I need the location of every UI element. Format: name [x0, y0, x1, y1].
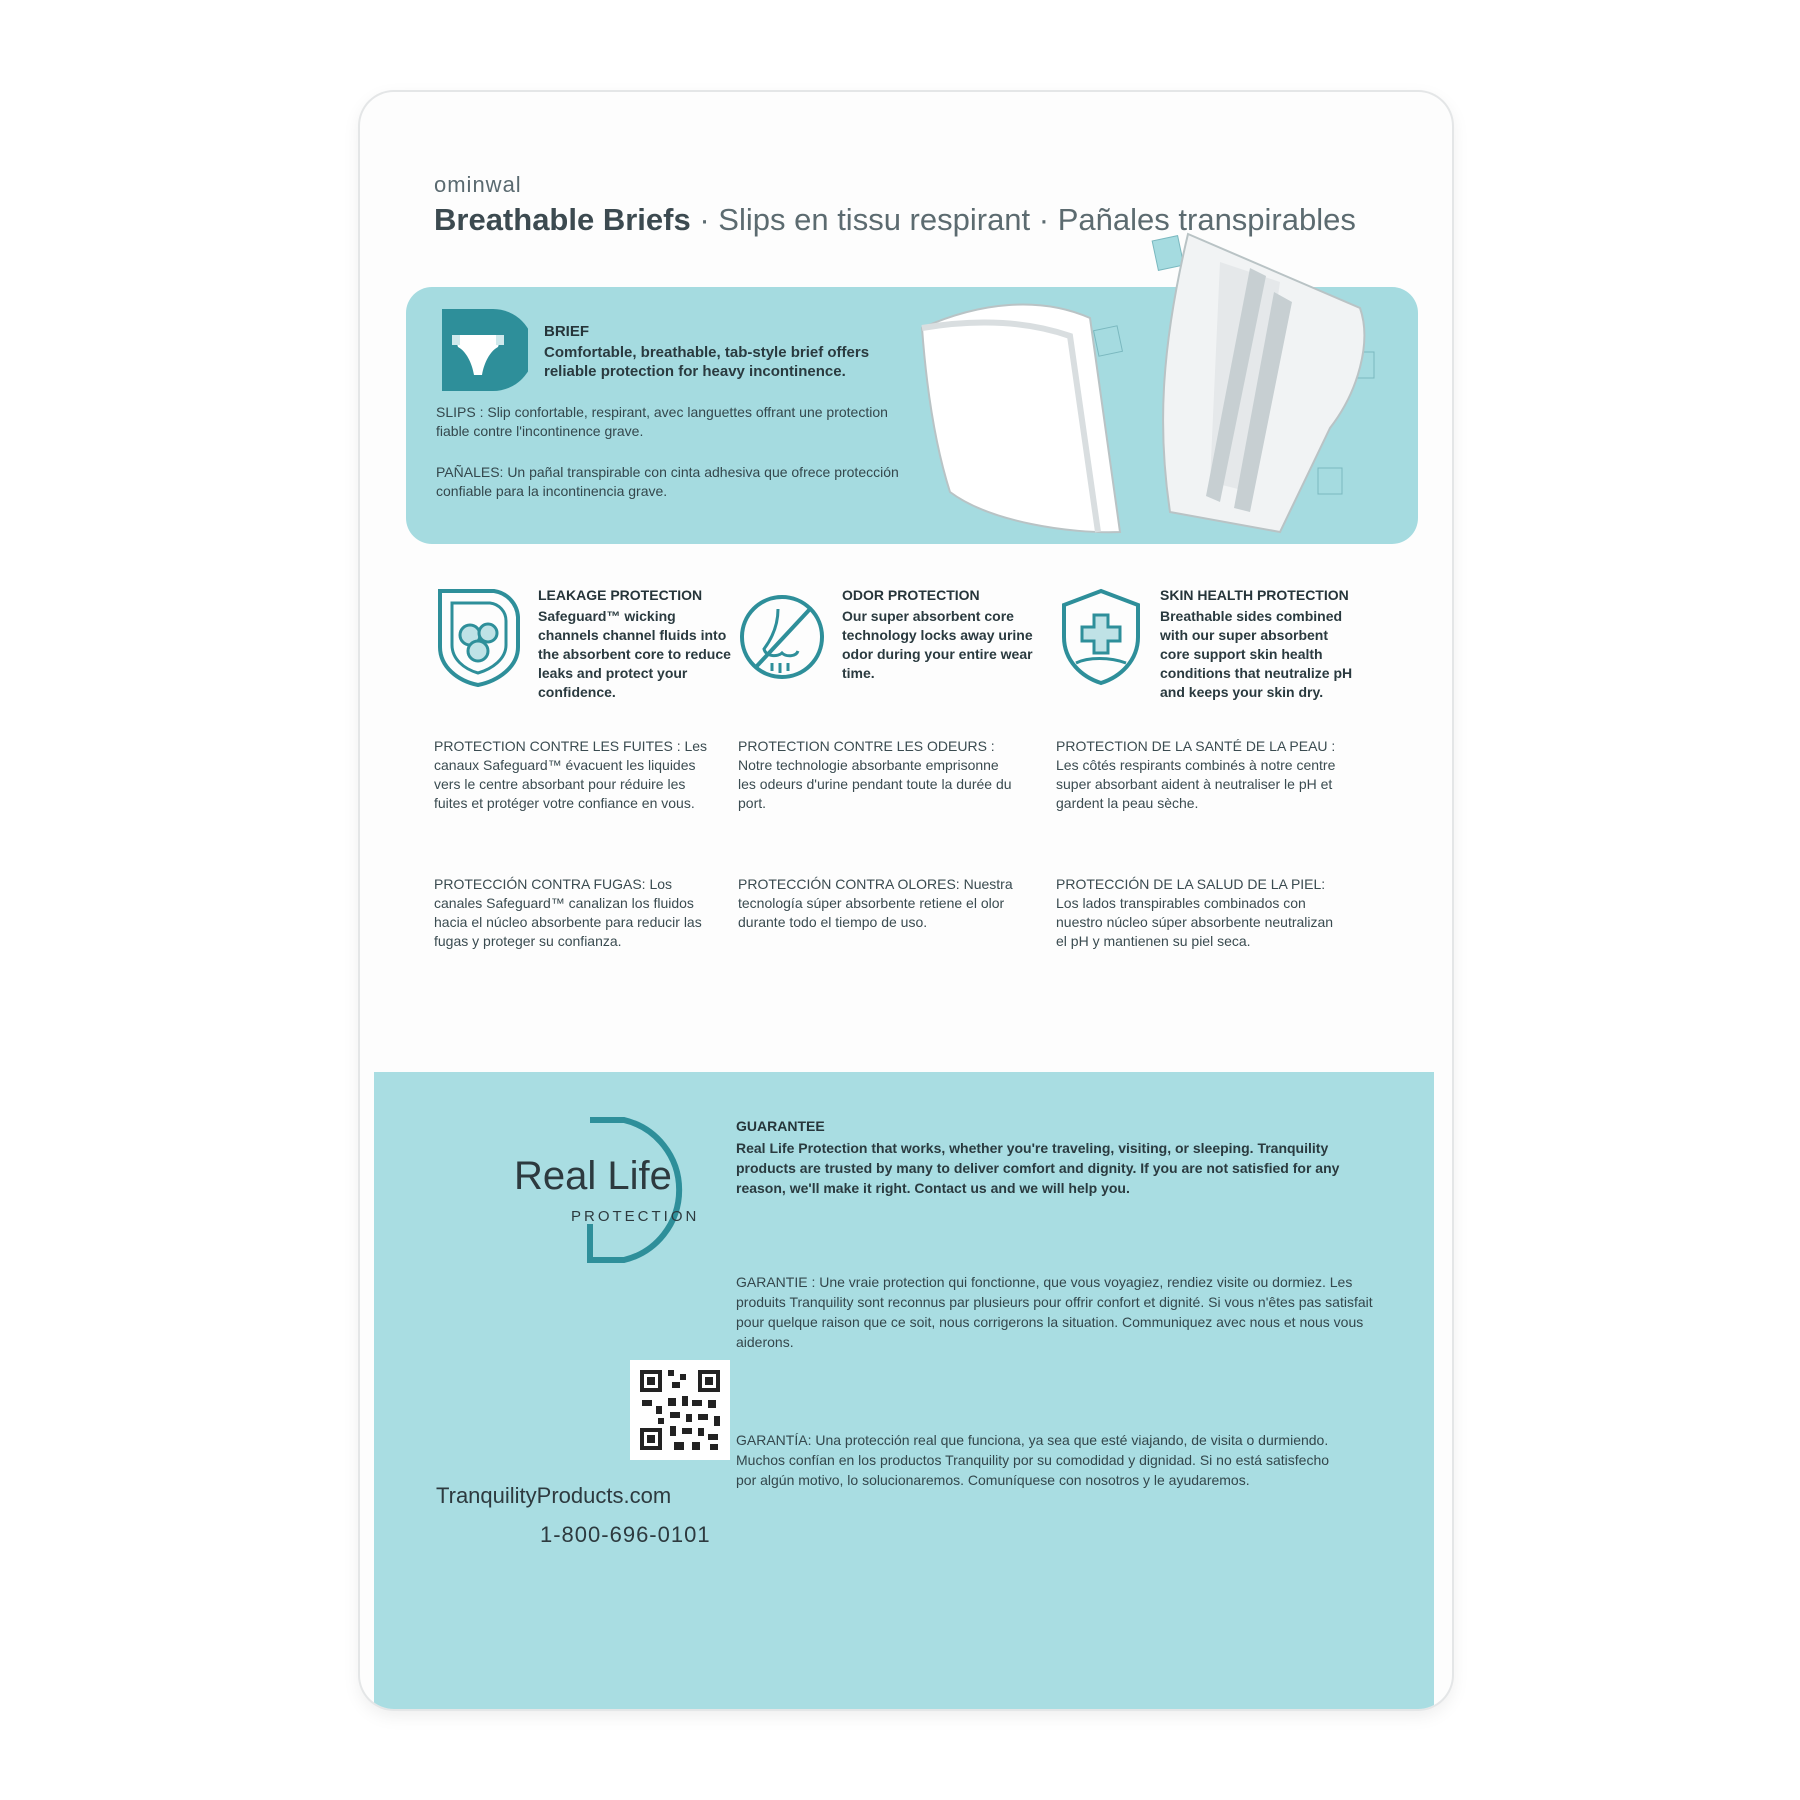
- logo-line2: PROTECTION: [571, 1208, 700, 1225]
- feature-heading: ODOR PROTECTION: [842, 587, 980, 603]
- guarantee-copy-fr: GARANTIE : Une vraie protection qui fonctionne, que vous voyagiez, rendiez visite ou dormiez. Les produits Tranquility sont reconnus par plusieurs pour offrir confort et dignité. Si vous n'êtes pas satisfait pour quelque raison que ce soit, nous corrigerons la situation. Communiquez avec nous et nous vous aiderons.: [736, 1274, 1373, 1350]
- website-link[interactable]: TranquilityProducts.com: [436, 1483, 672, 1508]
- logo-line1: Real Life: [514, 1154, 672, 1198]
- package-back-panel: [360, 92, 1452, 1709]
- title-separator: ·: [1038, 202, 1050, 237]
- feature-copy-fr: PROTECTION DE LA SANTÉ DE LA PEAU : Les côtés respirants combinés à notre centre super absorbant aident à neutraliser le pH et gardent la peau sèche.: [1056, 738, 1336, 811]
- title-es: Pañales transpirables: [1057, 202, 1356, 237]
- feature-copy-fr: PROTECTION CONTRE LES FUITES : Les canaux Safeguard™ évacuent les liquides vers le centre absorbant pour réduire les fuites et protéger votre confiance en vous.: [434, 738, 708, 811]
- hero-copy-fr: SLIPS : Slip confortable, respirant, avec languettes offrant une protection fiable contre l'incontinence grave.: [436, 404, 888, 439]
- absorbent-core-icon: [434, 587, 524, 687]
- feature-copy-en: Breathable sides combined with our super absorbent core support skin health conditions that neutralize pH and keeps your skin dry.: [1160, 608, 1353, 700]
- feature-copy-es: PROTECCIÓN CONTRA OLORES: Nuestra tecnología súper absorbente retiene el olor durante todo el tiempo de uso.: [738, 876, 1013, 930]
- title-en: Breathable Briefs: [434, 202, 691, 237]
- phone-number: 1-800-696-0101: [540, 1522, 711, 1547]
- feature-copy-en: Our super absorbent core technology locks away urine odor during your entire wear time.: [842, 608, 1033, 681]
- title-fr: Slips en tissu respirant: [718, 202, 1031, 237]
- guarantee-panel: [374, 1072, 1434, 1709]
- title-separator: ·: [699, 202, 710, 237]
- diaper-illustration: [920, 232, 1390, 552]
- guarantee-heading: GUARANTEE: [736, 1118, 825, 1134]
- feature-copy-es: PROTECCIÓN DE LA SALUD DE LA PIEL: Los lados transpirables combinados con nuestro núcleo súper absorbente neutralizan el pH y mantienen su piel seca.: [1056, 876, 1334, 949]
- feature-copy-fr: PROTECTION CONTRE LES ODEURS : Notre technologie absorbante emprisonne les odeurs d'urine pendant toute la durée du port.: [738, 738, 1012, 811]
- feature-heading: SKIN HEALTH PROTECTION: [1160, 587, 1349, 603]
- feature-copy-es: PROTECCIÓN CONTRA FUGAS: Los canales Safeguard™ canalizan los fluidos hacia el núcleo absorbente para reducir las fugas y proteger su confianza.: [434, 876, 702, 949]
- qr-code[interactable]: [630, 1360, 730, 1460]
- skin-health-icon: [1056, 587, 1146, 687]
- brand-name: ominwal: [434, 172, 522, 197]
- guarantee-copy-en: Real Life Protection that works, whether you're traveling, visiting, or sleeping. Tranquility products are trusted by many to deliver comfort and dignity. If you are not satisfied for any reason, we'll make it right. Contact us and we will help you.: [736, 1140, 1340, 1196]
- brief-icon: [438, 305, 528, 395]
- hero-copy-en: Comfortable, breathable, tab-style brief offers reliable protection for heavy incontinence.: [544, 344, 870, 380]
- feature-heading: LEAKAGE PROTECTION: [538, 587, 703, 603]
- guarantee-copy-es: GARANTÍA: Una protección real que funciona, ya sea que esté viajando, de visita o durmiendo. Muchos confían en los productos Tranquility por su comodidad y dignidad. Si no está satisfecho por algún motivo, lo solucionaremos. Comuníquese con nosotros y le ayudaremos.: [736, 1432, 1330, 1488]
- hero-copy-es: PAÑALES: Un pañal transpirable con cinta adhesiva que ofrece protección confiable para la incontinencia grave.: [436, 464, 899, 499]
- odor-control-icon: [738, 587, 828, 687]
- feature-copy-en: Safeguard™ wicking channels channel fluids into the absorbent core to reduce leaks and protect your confidence.: [538, 608, 731, 700]
- hero-heading: BRIEF: [544, 323, 589, 340]
